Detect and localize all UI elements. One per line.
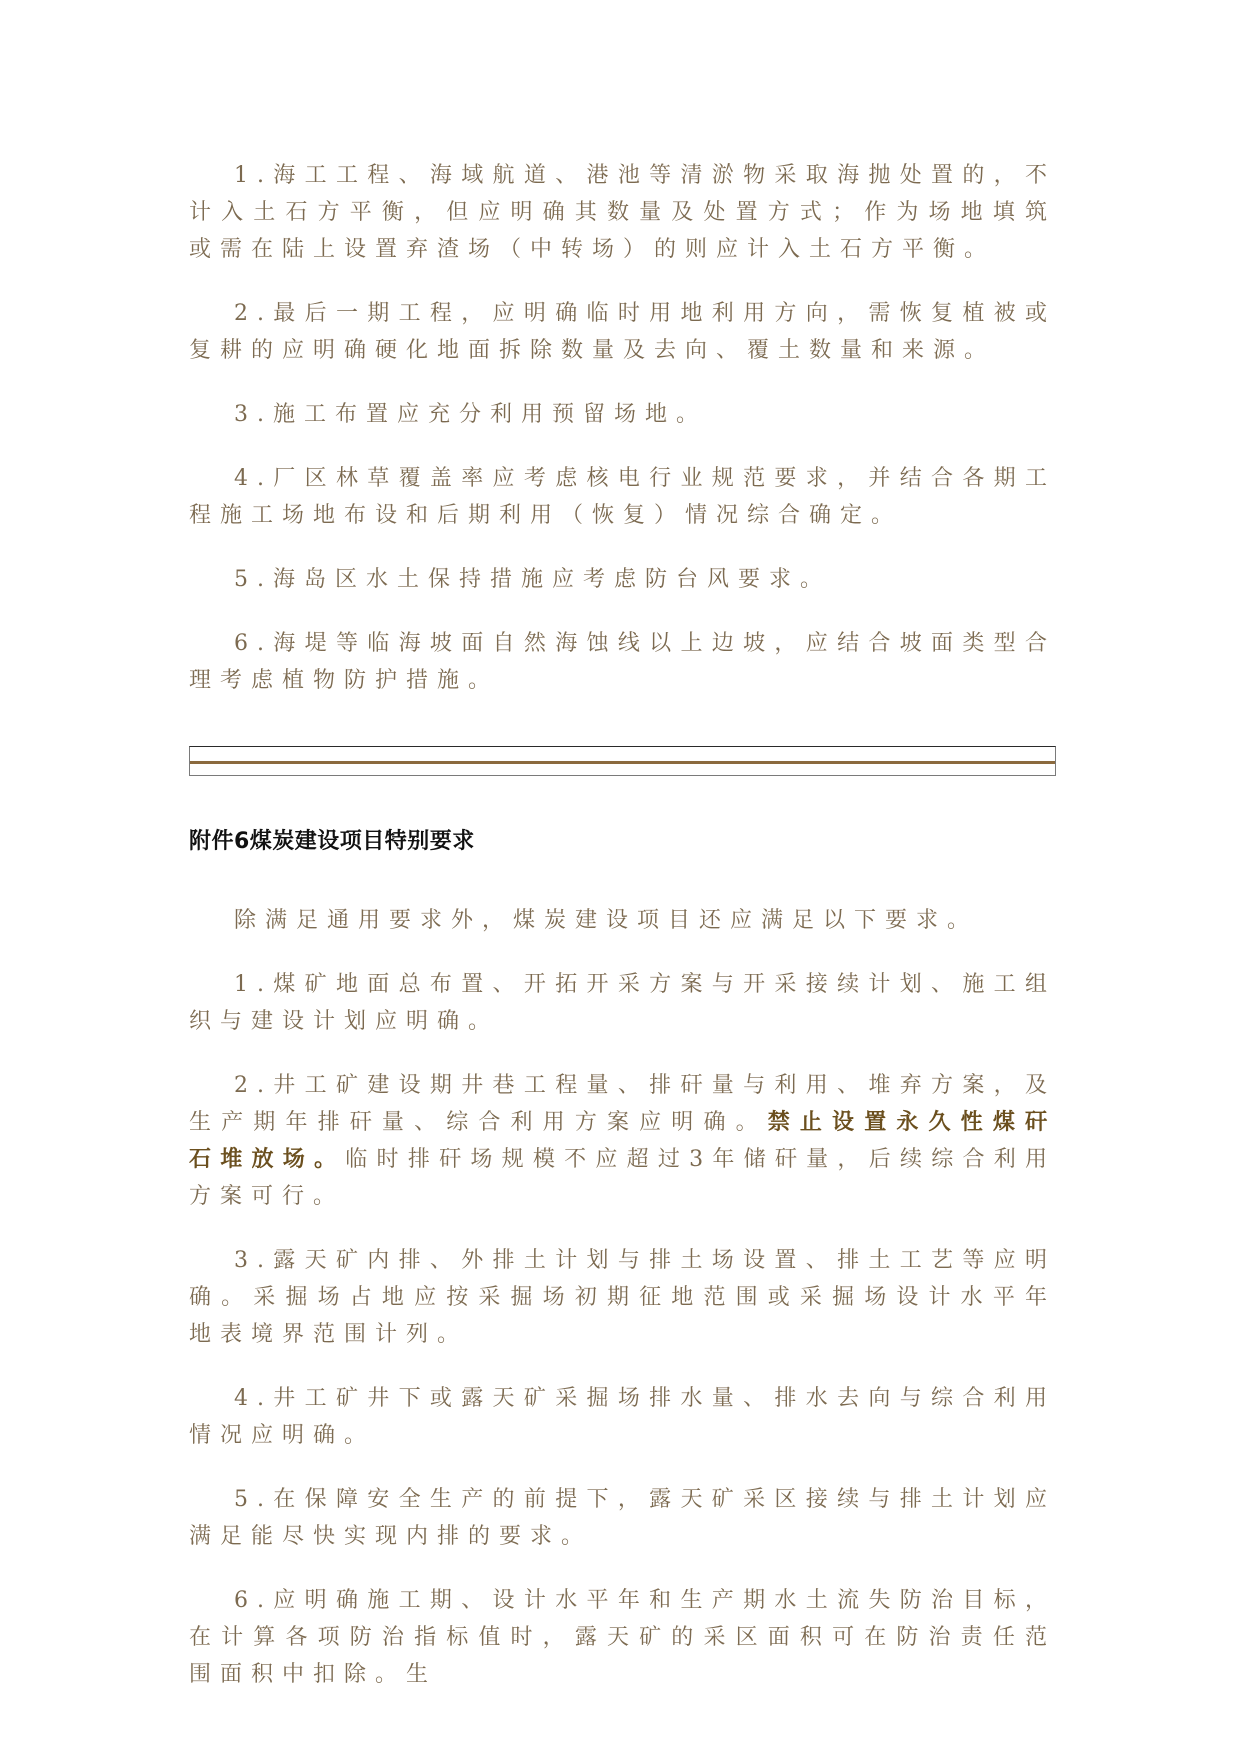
list-item: 5.海岛区水土保持措施应考虑防台风要求。 bbox=[234, 567, 831, 592]
list-item: 2.最后一期工程，应明确临时用地利用方向，需恢复植被或复耕的应明确硬化地面拆除数量及去向、覆土数量和来源。 bbox=[189, 301, 1056, 363]
annex-requirements bbox=[189, 902, 1056, 1720]
item-text: 2.井工矿建设期井巷工程量、排矸量与利用、堆弃方案，及生产期年排矸量、综合利用方案应明确。 bbox=[189, 1073, 1056, 1135]
section-divider bbox=[189, 746, 1056, 776]
annex-intro: 除满足通用要求外，煤炭建设项目还应满足以下要求。 bbox=[234, 908, 979, 933]
list-item: 4.厂区林草覆盖率应考虑核电行业规范要求，并结合各期工程施工场地布设和后期利用（恢复）情况综合确定。 bbox=[189, 466, 1056, 528]
list-item: 3.施工布置应充分利用预留场地。 bbox=[234, 402, 707, 427]
item-text: 临时排矸场规模不应超过3年储矸量，后续综合利用方案可行。 bbox=[189, 1147, 1056, 1209]
list-item: 5.在保障安全生产的前提下，露天矿采区接续与排土计划应满足能尽快实现内排的要求。 bbox=[189, 1487, 1056, 1549]
list-item: 3.露天矿内排、外排土计划与排土场设置、排土工艺等应明确。采掘场占地应按采掘场初期征地范围或采掘场设计水平年地表境界范围计列。 bbox=[189, 1248, 1056, 1347]
list-item: 6.海堤等临海坡面自然海蚀线以上边坡，应结合坡面类型合理考虑植物防护措施。 bbox=[189, 631, 1056, 693]
annex-title: 附件6煤炭建设项目特别要求 bbox=[189, 829, 475, 854]
list-item: 1.煤矿地面总布置、开拓开采方案与开采接续计划、施工组织与建设计划应明确。 bbox=[189, 972, 1056, 1034]
list-item: 4.井工矿井下或露天矿采掘场排水量、排水去向与综合利用情况应明确。 bbox=[189, 1386, 1056, 1448]
divider-band bbox=[190, 761, 1055, 764]
upper-requirements-list bbox=[189, 157, 1056, 726]
emphasis-text: 禁止设置永久性煤矸石堆放场。 bbox=[189, 1109, 1056, 1172]
list-item: 6.应明确施工期、设计水平年和生产期水土流失防治目标，在计算各项防治指标值时，露天矿的采区面积可在防治责任范围面积中扣除。生 bbox=[189, 1588, 1056, 1687]
list-item bbox=[189, 1067, 1056, 1215]
list-item: 1.海工工程、海域航道、港池等清淤物采取海抛处置的，不计入土石方平衡，但应明确其数量及处置方式；作为场地填筑或需在陆上设置弃渣场（中转场）的则应计入土石方平衡。 bbox=[189, 163, 1056, 262]
